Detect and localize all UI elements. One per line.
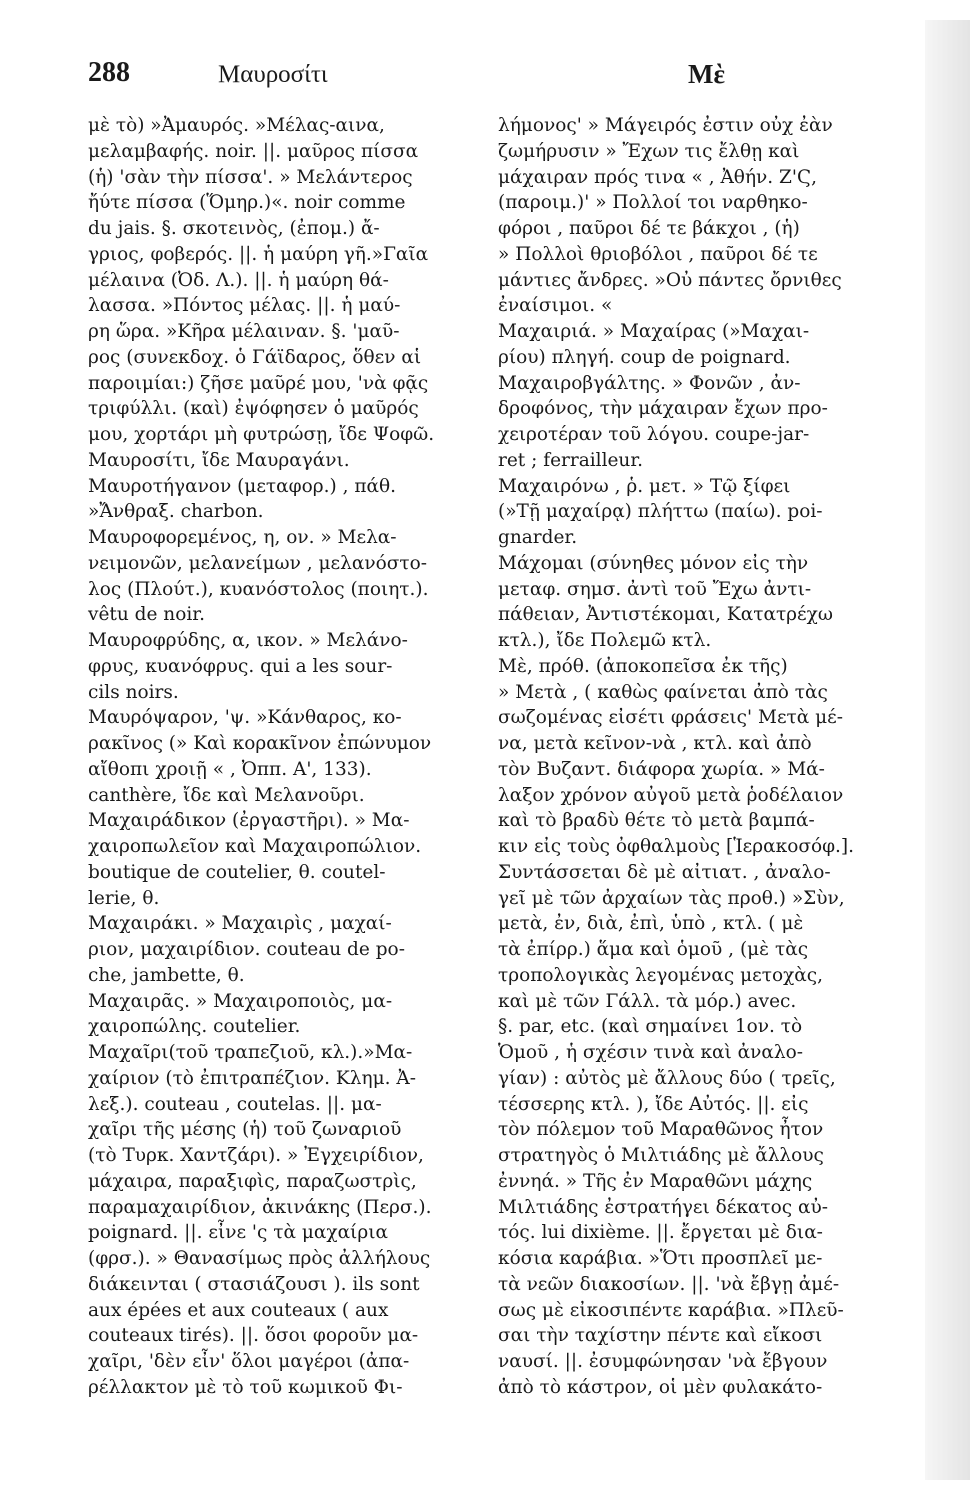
text-line: φόροι , παῦροι δέ τε βάκχοι , (ἡ) [498, 218, 800, 239]
text-line: μου, χορτάρι μὴ φυτρώσῃ, ἴδε Ψοφῶ. [88, 424, 435, 445]
text-line: πάθειαν, Ἀντιστέκομαι, Κατατρέχω [498, 604, 833, 626]
text-line: καὶ μὲ τῶν Γάλλ. τὰ μόρ.) avec. [498, 990, 797, 1012]
text-line: μέλαινα (Ὀδ. Λ.). ||. ἡ μαύρη θά- [88, 269, 389, 291]
text-line: Μαχαιρόνω , ῥ. μετ. » Τῷ ξίφει [498, 475, 791, 497]
text-line: λήμονος' » Μάγειρός ἐστιν οὐχ ἐὰν [498, 115, 833, 136]
left-column [88, 113, 470, 1401]
text-line: ἐννηά. » Τῆς ἐν Μαραθῶνι μάχης [498, 1170, 813, 1192]
text-line: γεῖ μὲ τῶν ἀρχαίων τὰς προθ.) »Σὺν, [498, 887, 845, 909]
text-line: Μαχαιριά. » Μαχαίρας (»Μαχαι- [498, 321, 810, 342]
text-line: μάντιες ἄνδρες. »Οὐ πάντες ὄρνιθες [498, 269, 842, 291]
text-line: Μαυρόψαρον, 'ψ. »Κάνθαρος, κο- [88, 707, 402, 729]
text-line: χαίριον (τὸ ἐπιτραπέζιον. Κλημ. Ἀ- [88, 1067, 416, 1089]
text-line: γίαν) : αὐτὸς μὲ ἄλλους δύο ( τρεῖς, [498, 1067, 836, 1089]
text-line: Μάχομαι (σύνηθες μόνον εἰς τὴν [498, 552, 809, 574]
text-line: (»Τῇ μαχαίρᾳ) πλήττω (παίω). poi- [498, 501, 823, 523]
text-line: δροφόνος, τὴν μάχαιραν ἔχων προ- [498, 398, 828, 420]
text-line: Μαυροφρύδης, α, ικον. » Μελάνο- [88, 630, 408, 651]
text-line: σωζομένας εἰσέτι φράσεις' Μετὰ μέ- [498, 707, 843, 729]
text-line: μὲ τὸ) »Ἀμαυρός. »Μέλας-αινα, [88, 115, 385, 136]
header-left-guideword: Μαυροσίτι [218, 61, 328, 88]
text-line: τροπολογικὰς λεγομένας μετοχὰς, [498, 964, 824, 986]
text-line: να, μετὰ κεῖνον-νὰ , κτλ. καὶ ἀπὸ [498, 733, 812, 754]
text-line: Μαχαιράδικον (ἐργαστῆρι). » Μα- [88, 810, 410, 832]
text-line: Μιλτιάδης ἐστρατήγει δέκατος αὐ- [498, 1196, 829, 1218]
text-line: μεταφ. σημσ. ἀντὶ τοῦ Ἔχω ἀντι- [498, 578, 812, 600]
text-line: che, jambette, θ. [88, 964, 245, 986]
text-line: gnarder. [498, 527, 578, 548]
text-line: χαῖρι τῆς μέσης (ἡ) τοῦ ζωναριοῦ [88, 1119, 402, 1141]
text-line: §. par, etc. (καὶ σημαίνει 1ον. τὸ [498, 1016, 803, 1038]
text-line: σαι τὴν ταχίστην πέντε καὶ εἴκοσι [498, 1325, 823, 1347]
text-line: καὶ τὸ βραδὺ θέτε τὸ μετὰ βαμπά- [498, 810, 815, 832]
page-number: 288 [88, 57, 130, 88]
text-line: Μὲ, πρόθ. (ἀποκοπεῖσα ἐκ τῆς) [498, 655, 788, 677]
text-line: ριον, μαχαιρίδιον. couteau de po- [88, 939, 405, 960]
text-line: ρέλλακτον μὲ τὸ τοῦ κωμικοῦ Φι- [88, 1376, 403, 1398]
text-line: boutique de coutelier, θ. coutel- [88, 861, 386, 883]
text-line: » Μετὰ , ( καθὼς φαίνεται ἀπὸ τὰς [498, 681, 828, 703]
text-line: ζωμήρυσιν » Ἔχων τις ἔλθῃ καὶ [498, 140, 800, 162]
right-column [498, 113, 898, 1401]
text-line: τὸν Βυζαντ. διάφορα χωρία. » Μά- [498, 758, 825, 780]
text-line: κόσια καράβια. »Ὅτι προσπλεῖ με- [498, 1248, 823, 1269]
text-line: διάκεινται ( στασιάζουσι ). ils sont [88, 1273, 420, 1295]
text-line: χειροτέραν τοῦ λόγου. coupe-jar- [498, 424, 810, 445]
text-line: ναυσί. ||. ἐσυμφώνησαν 'νὰ ἔβγουν [498, 1351, 828, 1372]
text-line: Μαχαιροβγάλτης. » Φονῶν , ἀν- [498, 372, 801, 394]
text-line: canthère, ἴδε καὶ Μελανοῦρι. [88, 784, 365, 806]
text-line: λεξ.). couteau , coutelas. ||. μα- [88, 1093, 382, 1115]
text-line: μάχαιρα, παραξιφὶς, παραζωστρὶς, [88, 1170, 417, 1192]
text-line: ρη ὥρα. »Κῆρα μέλαιναν. §. 'μαῦ- [88, 321, 400, 342]
text-line: (τὸ Τυρκ. Χαντζάρι). » Ἐγχειρίδιον, [88, 1145, 424, 1166]
text-line: σως μὲ εἰκοσιπέντε καράβια. »Πλεῦ- [498, 1299, 844, 1321]
text-line: παροιμίαι:) ζῆσε μαῦρέ μου, 'νὰ φᾷς [88, 372, 429, 394]
text-line: λασσα. »Πόντος μέλας. ||. ἡ μαύ- [88, 295, 401, 317]
text-line: vêtu de noir. [88, 604, 205, 626]
text-line: ἤύτε πίσσα (Ὅμηρ.)«. noir comme [88, 192, 406, 214]
text-line: Μαυροσίτι, ἴδε Μαυραγάνι. [88, 449, 350, 471]
text-line: λαξον χρόνον αὐγοῦ μετὰ ῥοδέλαιον [498, 784, 844, 806]
text-line: γριος, φοβερός. ||. ἡ μαύρη γῆ.»Γαῖα [88, 243, 429, 265]
text-line: κτλ.), ἴδε Πολεμῶ κτλ. [498, 630, 712, 651]
text-line: lerie, θ. [88, 887, 160, 909]
text-line: τέσσερης κτλ. ), ἴδε Αὐτός. ||. εἰς [498, 1093, 809, 1115]
text-line: aux épées et aux couteaux ( aux [88, 1299, 389, 1321]
text-line: τὸν πόλεμον τοῦ Μαραθῶνος ἦτον [498, 1119, 824, 1141]
text-line: παραμαχαιρίδιον, ἀκινάκης (Περσ.). [88, 1196, 432, 1218]
header-right-guideword: Μὲ [688, 59, 726, 89]
text-line: (φρσ.). » Θανασίμως πρὸς ἀλλήλους [88, 1248, 431, 1269]
text-line: ρος (συνεκδοχ. ὁ Γάϊδαρος, ὅθεν αἱ [88, 346, 422, 368]
text-line: cils noirs. [88, 681, 179, 703]
text-line: λος (Πλούτ.), κυανόστολος (ποιητ.). [88, 578, 429, 600]
text-line: ἀπὸ τὸ κάστρον, οἱ μὲν φυλακάτο- [498, 1376, 823, 1398]
text-line: Ὁμοῦ , ἡ σχέσιν τινὰ καὶ ἀναλο- [498, 1042, 803, 1063]
text-line: τριφύλλι. (καὶ) ἐψόφησεν ὁ μαῦρός [88, 398, 419, 420]
text-line: Μαυροτήγανον (μεταφορ.) , πάθ. [88, 475, 397, 497]
text-line: νειμονῶν, μελανείμων , μελανόστο- [88, 552, 427, 574]
text-line: (ἡ) 'σὰν τὴν πίσσα'. » Μελάντερος [88, 166, 413, 188]
text-line: Συντάσσεται δὲ μὲ αἰτιατ. , ἀναλο- [498, 861, 831, 883]
text-line: Μαχαιράκι. » Μαχαιρὶς , μαχαί- [88, 913, 392, 935]
text-line: τὰ νεῶν διακοσίων. ||. 'νὰ ἔβγῃ ἀμέ- [498, 1273, 840, 1295]
text-line: αἴθοπι χροιῇ « , Ὀππ. Α', 133). [88, 758, 372, 780]
text-line: χαιροπώλης. coutelier. [88, 1016, 301, 1038]
text-line: ρακῖνος (» Καὶ κορακῖνον ἐπώνυμον [88, 733, 432, 754]
text-line: φρυς, κυανόφρυς. qui a les sour- [88, 655, 393, 677]
page-header [80, 55, 940, 105]
text-line: τός. lui dixième. ||. ἔργεται μὲ δια- [498, 1222, 823, 1244]
text-line: ret ; ferrailleur. [498, 449, 644, 471]
text-line: (παροιμ.)' » Πολλοί τοι ναρθηκο- [498, 192, 808, 214]
text-line: ἐναίσιμοι. « [498, 295, 613, 317]
text-line: μετὰ, ἐν, διὰ, ἐπὶ, ὑπὸ , κτλ. ( μὲ [498, 913, 804, 935]
text-line: du jais. §. σκοτεινὸς, (ἐπομ.) ἄ- [88, 218, 380, 239]
text-line: Μαχαῖρι(τοῦ τραπεζιοῦ, κλ.).»Μα- [88, 1042, 413, 1063]
text-line: Μαχαιρᾶς. » Μαχαιροποιὸς, μα- [88, 990, 393, 1012]
text-line: τὰ ἐπίρρ.) ἅμα καὶ ὁμοῦ , (μὲ τὰς [498, 939, 809, 960]
text-line: couteaux tirés). ||. ὅσοι φοροῦν μα- [88, 1325, 419, 1347]
text-line: χαῖρι, 'δὲν εἶν' ὅλοι μαγέροι (ἀπα- [88, 1351, 410, 1372]
text-line: poignard. ||. εἶνε 'ς τὰ μαχαίρια [88, 1222, 388, 1244]
dictionary-page [80, 55, 940, 1475]
text-line: ρίου) πληγή. coup de poignard. [498, 346, 791, 368]
text-line: μελαμβαφής. noir. ||. μαῦρος πίσσα [88, 140, 419, 162]
text-line: κιν εἰς τοὺς ὀφθαλμοὺς [Ἱερακοσόφ.]. [498, 836, 855, 857]
text-line: μάχαιραν πρός τινα « , Ἀθήν. Ζ'Ϛ, [498, 166, 818, 188]
text-line: Μαυροφορεμένος, η, ον. » Μελα- [88, 527, 397, 548]
text-line: » Πολλοὶ θριοβόλοι , παῦροι δέ τε [498, 243, 818, 265]
text-line: στρατηγὸς ὁ Μιλτιάδης μὲ ἄλλους [498, 1145, 824, 1166]
text-line: »Ἄνθραξ. charbon. [88, 501, 264, 523]
text-line: χαιροπωλεῖον καὶ Μαχαιροπώλιον. [88, 836, 422, 857]
